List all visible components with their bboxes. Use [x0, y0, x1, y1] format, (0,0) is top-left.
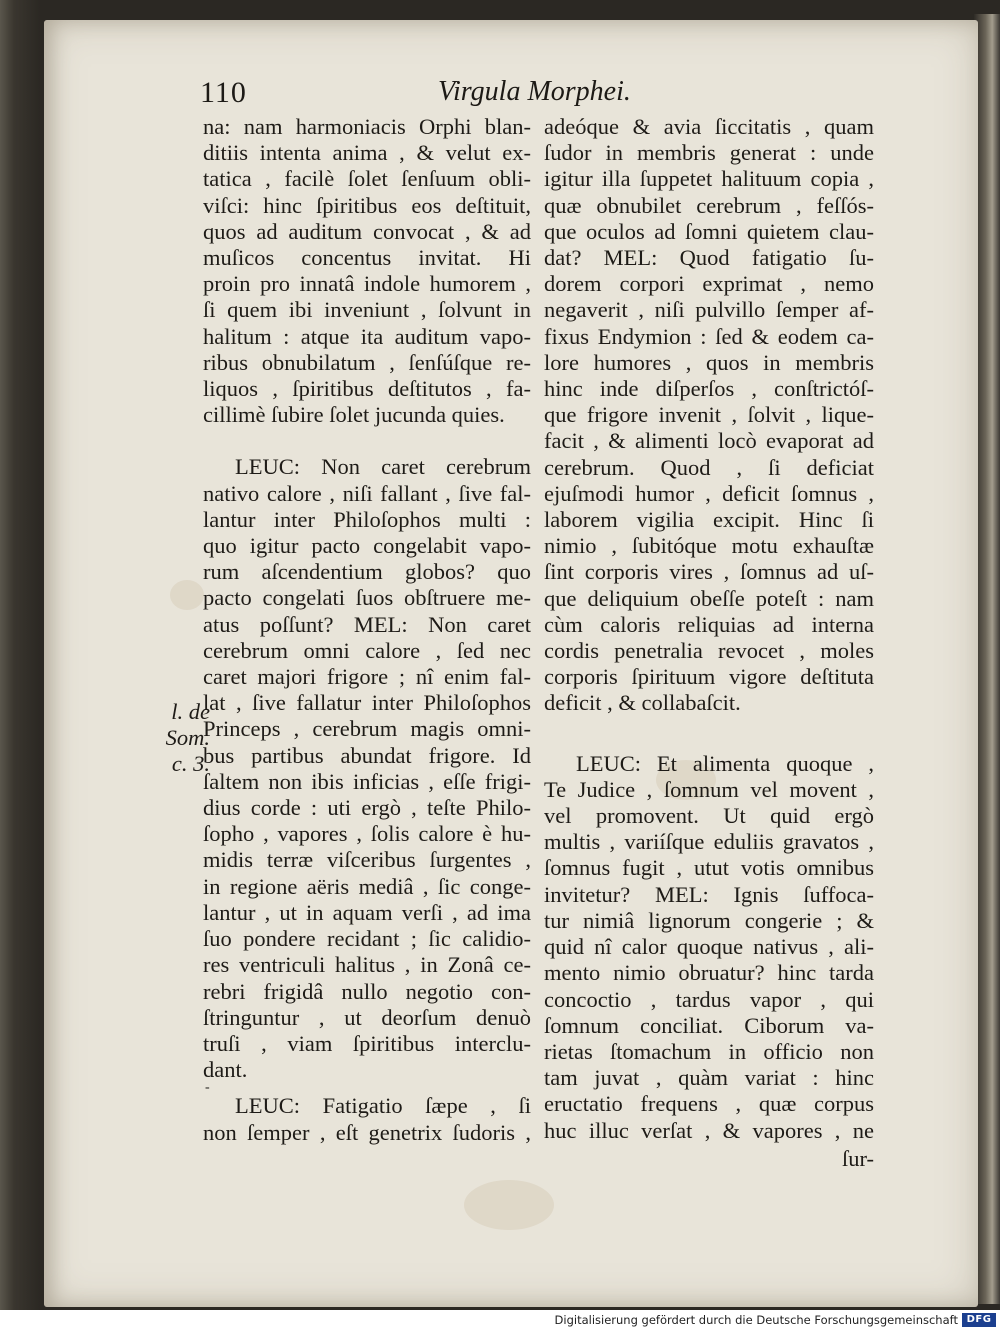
- text-line: ſudor in membris generat : unde: [544, 140, 874, 166]
- paper-stain: [464, 1180, 554, 1230]
- text-line: cillimè ſubire ſolet jucunda quies.: [203, 402, 505, 428]
- text-line: ſuo pondere recidant ; ſic calidio-: [203, 926, 531, 952]
- text-line: rietas ſtomachum in officio non: [544, 1038, 874, 1064]
- text-line: dat? MEL: Quod fatigatio ſu-: [544, 245, 874, 271]
- text-line: lantur inter Philoſophos multi :: [203, 506, 531, 532]
- text-line: -: [205, 1080, 210, 1096]
- text-line: cordis penetralia revocet , moles: [544, 638, 874, 664]
- text-line: que frigore invenit , ſolvit , lique-: [544, 402, 874, 428]
- text-line: que oculos ad ſomni quietem clau-: [544, 218, 874, 244]
- paper-stain: [170, 580, 204, 610]
- text-line: dorem corpori exprimat , nemo: [544, 271, 874, 297]
- text-line: nimio , ſubitóque motu exhauſtæ: [544, 533, 874, 559]
- text-line: ſomnus fugit , utut votis omnibus: [544, 855, 874, 881]
- text-line: que deliquium obeſſe poteſt : nam: [544, 585, 874, 611]
- text-line: quos ad auditum convocat , & ad: [203, 218, 531, 244]
- left-text-column: [203, 114, 531, 1146]
- text-line: tam juvat , quàm variat : hinc: [544, 1065, 874, 1091]
- text-line: res ventriculi halitus , in Zonâ ce-: [203, 952, 531, 978]
- margin-note-line: c. 3.: [171, 751, 210, 777]
- margin-note-line: l. de: [171, 699, 210, 724]
- text-line: LEUC: Non caret cerebrum: [235, 454, 531, 480]
- text-line: proin pro innatâ indole humorem ,: [203, 271, 531, 297]
- text-line: rum aſcendentium globos? quo: [203, 559, 531, 585]
- text-line: muſicos concentus invitat. Hi: [203, 245, 531, 271]
- page-number: 110: [200, 76, 247, 109]
- text-line: cerebrum omni calore , ſed nec: [203, 637, 531, 663]
- text-line: dius corde : uti ergò , teſte Philo-: [203, 795, 531, 821]
- text-line: lore humores , quos in membris: [544, 349, 874, 375]
- text-line: ribus obnubilatum , ſenſúſque re-: [203, 349, 531, 375]
- text-line: LEUC: Fatigatio ſæpe , ſi: [235, 1093, 531, 1119]
- text-line: huc illuc verſat , & vapores , ne: [544, 1117, 874, 1143]
- text-line: tur nimiâ lignorum congerie ; &: [544, 907, 874, 933]
- text-line: lantur , ut in aquam verſi , ad ima: [203, 899, 531, 925]
- text-line: corporis ſpirituum vigore deſtituta: [544, 664, 874, 690]
- paragraph-gap: [544, 717, 874, 751]
- text-line: ſomnum conciliat. Ciborum va-: [544, 1012, 874, 1038]
- text-line: in regione aëris mediâ , ſic conge-: [203, 873, 531, 899]
- text-line: quæ obnubilet cerebrum , feſſós-: [544, 192, 874, 218]
- text-line: laborem vigilia excipit. Hinc ſi: [544, 507, 874, 533]
- text-line: facit , & alimenti locò evaporat ad: [544, 428, 874, 454]
- text-line: ejuſmodi humor , deficit ſomnus ,: [544, 480, 874, 506]
- margin-note-line: Som.: [165, 725, 210, 751]
- text-line: quid nî calor quoque nativus , ali-: [544, 934, 874, 960]
- text-line: midis terræ viſceribus ſurgentes ,: [203, 847, 531, 873]
- text-line: igitur illa ſuppetet halituum copia ,: [544, 166, 874, 192]
- text-line: negaverit , niſi pulvillo ſemper af-: [544, 297, 874, 323]
- text-line: Te Judice , ſomnum vel movent ,: [544, 776, 874, 802]
- text-line: liquos , ſpiritibus deſtitutos , fa-: [203, 376, 531, 402]
- text-line: hinc inde diſperſos , conſtrictóſ-: [544, 376, 874, 402]
- text-line: ſaltem non ibis inficias , eſſe frigi-: [203, 768, 531, 794]
- digitization-footer: [0, 1310, 1000, 1331]
- text-line: quo igitur pacto congelabit vapo-: [203, 533, 531, 559]
- text-line: dant.: [203, 1057, 248, 1083]
- running-head: [200, 76, 880, 110]
- text-line: invitetur? MEL: Ignis ſuffoca-: [544, 881, 874, 907]
- text-line: truſi , viam ſpiritibus interclu-: [203, 1030, 531, 1056]
- text-line: adeóque & avia ſiccitatis , quam: [544, 114, 874, 139]
- text-line: ſopho , vapores , ſolis calore è hu-: [203, 821, 531, 847]
- text-line: eructatio frequens , quæ corpus: [544, 1091, 874, 1117]
- text-line: viſci: hinc ſpiritibus eos deſtituit,: [203, 192, 531, 218]
- text-line: ſtringuntur , ut deorſum denuò: [203, 1004, 531, 1030]
- catchword: ſur-: [841, 1145, 874, 1171]
- text-line: non ſemper , eſt genetrix ſudoris ,: [203, 1119, 531, 1145]
- text-line: LEUC: Et alimenta quoque ,: [576, 750, 874, 776]
- paragraph-gap: [203, 428, 531, 454]
- dfg-logo: DFG: [962, 1313, 996, 1327]
- text-line: rebri frigidâ nullo negotio con-: [203, 978, 531, 1004]
- text-line: caret majori frigore ; nî enim fal-: [203, 664, 531, 690]
- text-line: vel promovent. Ut quid ergò: [544, 803, 874, 829]
- text-line: ſi quem ibi inveniunt , ſolvunt in: [203, 297, 531, 323]
- text-line: cùm caloris reliquias ad interna: [544, 611, 874, 637]
- text-line: fixus Endymion : ſed & eodem ca-: [544, 323, 874, 349]
- text-line: na: nam harmoniacis Orphi blan-: [203, 114, 531, 139]
- text-line: atus poſſunt? MEL: Non caret: [203, 611, 531, 637]
- funding-credit: Digitalisierung gefördert durch die Deutsche Forschungsgemeinschaft: [554, 1313, 958, 1327]
- text-line: tatica , facilè ſolet ſenſuum obli-: [203, 166, 531, 192]
- text-line: ditiis intenta anima , & velut ex-: [203, 140, 531, 166]
- text-line: ſint corporis vires , ſomnus ad uſ-: [544, 559, 874, 585]
- right-text-column: [544, 114, 874, 1172]
- text-line: bus partibus abundat frigore. Id: [203, 742, 531, 768]
- text-line: nativo calore , niſi fallant , ſive fal-: [203, 480, 531, 506]
- text-line: multis , variíſque eduliis gravatos ,: [544, 829, 874, 855]
- text-line: concoctio , tardus vapor , qui: [544, 986, 874, 1012]
- text-line: deficit , & collabaſcit.: [544, 690, 741, 716]
- text-line: cerebrum. Quod , ſi deficiat: [544, 454, 874, 480]
- running-title: Virgula Morphei.: [438, 76, 631, 107]
- text-line: lat , ſive fallatur inter Philoſophos: [203, 690, 531, 716]
- text-line: Princeps , cerebrum magis omni-: [203, 716, 531, 742]
- text-line: halitum : atque ita auditum vapo-: [203, 323, 531, 349]
- text-line: pacto congelati ſuos obſtruere me-: [203, 585, 531, 611]
- text-line: mento nimio obruatur? hinc tarda: [544, 960, 874, 986]
